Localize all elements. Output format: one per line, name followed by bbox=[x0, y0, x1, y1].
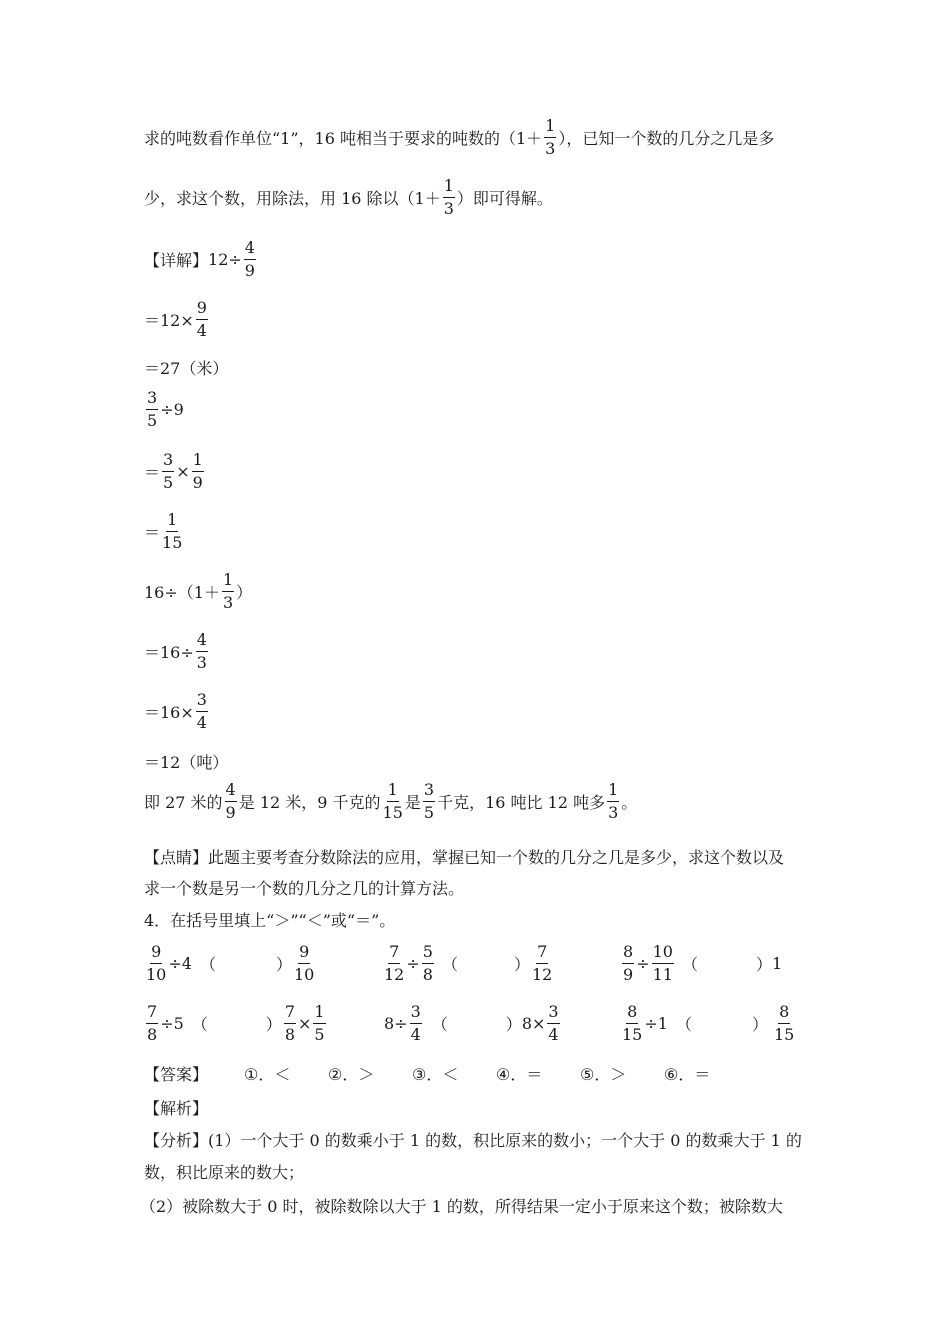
detail-line-1: 【详解】 12÷ $\frac{4}{9}$ bbox=[144, 238, 255, 280]
answer-2: ②．＞ bbox=[328, 1065, 375, 1084]
question-4-title: 4．在括号里填上“＞”“＜”或“＝”。 bbox=[144, 911, 396, 930]
fraction: $\frac{1}{3}$ bbox=[545, 116, 556, 158]
analysis-line-1: 【分析】(1）一个大于 0 的数乘小于 1 的数，积比原来的数小；一个大于 0 的数乘大于 1 的 bbox=[144, 1131, 802, 1150]
comment-line-1: 【点睛】此题主要考查分数除法的应用，掌握已知一个数的几分之几是多少，求这个数以及 bbox=[144, 848, 785, 867]
analysis-label: 【解析】 bbox=[144, 1099, 209, 1118]
answer-6: ⑥．＝ bbox=[664, 1065, 711, 1084]
fraction: $\frac{3}{4}$ bbox=[548, 1002, 559, 1044]
fraction: $\frac{1}{9}$ bbox=[192, 450, 203, 492]
detail-line-7: 16÷（1＋ $\frac{1}{3}$ ） bbox=[144, 570, 253, 612]
fraction: $\frac{3}{4}$ bbox=[196, 690, 207, 732]
detail-label: 【详解】 bbox=[144, 251, 209, 270]
fraction: $\frac{3}{4}$ bbox=[410, 1002, 421, 1044]
detail-line-4: $\frac{3}{5}$ ÷9 bbox=[147, 388, 184, 430]
fraction: $\frac{1}{15}$ bbox=[162, 510, 183, 552]
fraction: $\frac{1}{15}$ bbox=[382, 780, 403, 822]
fraction: $\frac{9}{4}$ bbox=[196, 298, 207, 340]
fraction: $\frac{8}{15}$ bbox=[773, 1002, 795, 1044]
answer-open-paren[interactable]: （ bbox=[191, 1015, 208, 1034]
fraction: $\frac{1}{3}$ bbox=[443, 176, 454, 218]
fraction: $\frac{7}{8}$ bbox=[147, 1002, 158, 1044]
answer-3: ③．＜ bbox=[412, 1065, 459, 1084]
answer-label: 【答案】 bbox=[144, 1065, 209, 1084]
detail-line-5: ＝ $\frac{3}{5}$ × $\frac{1}{9}$ bbox=[144, 450, 203, 492]
answer-close-paren[interactable]: ） bbox=[751, 1015, 768, 1034]
answer-5: ⑤．＞ bbox=[580, 1065, 627, 1084]
fraction: $\frac{7}{8}$ bbox=[284, 1002, 295, 1044]
detail-line-9: ＝16× $\frac{3}{4}$ bbox=[144, 690, 207, 732]
detail-summary: 即 27 米的 $\frac{4}{9}$ 是 12 米，9 千克的 $\frac{1}{15}$ 是 $\frac{3}{5}$ 千克，16 吨比 12 吨多 $\frac{1}{3}$ 。 bbox=[144, 780, 638, 822]
detail-line-3: ＝27（米） bbox=[144, 359, 229, 378]
fraction: $\frac{1}{5}$ bbox=[314, 1002, 325, 1044]
fraction: $\frac{5}{8}$ bbox=[422, 942, 433, 984]
fraction: $\frac{4}{3}$ bbox=[196, 630, 207, 672]
fraction: $\frac{9}{10}$ bbox=[293, 942, 315, 984]
compare-item-3: $\frac{8}{9}$ ÷ $\frac{10}{11}$ （ ） 1 bbox=[623, 942, 783, 984]
analysis-line-3: （2）被除数大于 0 时，被除数除以大于 1 的数，所得结果一定小于原来这个数；被除数大 bbox=[140, 1197, 783, 1216]
answer-close-paren[interactable]: ） bbox=[275, 955, 292, 974]
compare-item-6: $\frac{8}{15}$ ÷1 （ ） $\frac{8}{15}$ bbox=[622, 1002, 795, 1044]
fraction: $\frac{4}{9}$ bbox=[225, 780, 236, 822]
compare-item-4: $\frac{7}{8}$ ÷5 （ ） $\frac{7}{8}$ × $\frac{1}{5}$ bbox=[147, 1002, 325, 1044]
fraction: $\frac{1}{3}$ bbox=[608, 780, 619, 822]
fraction: $\frac{8}{15}$ bbox=[622, 1002, 643, 1044]
fraction: $\frac{10}{11}$ bbox=[652, 942, 673, 984]
fraction: $\frac{7}{12}$ bbox=[531, 942, 553, 984]
answer-close-paren[interactable]: ） bbox=[505, 1015, 522, 1034]
answer-open-paren[interactable]: （ bbox=[675, 1015, 692, 1034]
answer-open-paren[interactable]: （ bbox=[199, 955, 216, 974]
answer-4: ④．＝ bbox=[496, 1065, 543, 1084]
answer-1: ①．＜ bbox=[244, 1065, 291, 1084]
detail-line-6: ＝ $\frac{1}{15}$ bbox=[144, 510, 183, 552]
explanation-line-2: 少，求这个数，用除法，用 16 除以（1＋ $\frac{1}{3}$ ）即可得解。 bbox=[144, 176, 553, 218]
compare-item-5: 8÷ $\frac{3}{4}$ （ ） 8× $\frac{3}{4}$ bbox=[384, 1002, 559, 1044]
detail-line-10: ＝12（吨） bbox=[144, 753, 229, 772]
answer-open-paren[interactable]: （ bbox=[441, 955, 458, 974]
answer-close-paren[interactable]: ） bbox=[265, 1015, 282, 1034]
compare-item-1: $\frac{9}{10}$ ÷4 （ ） $\frac{9}{10}$ bbox=[146, 942, 315, 984]
compare-item-2: $\frac{7}{12}$ ÷ $\frac{5}{8}$ （ ） $\frac{7}{12}$ bbox=[384, 942, 553, 984]
comment-line-2: 求一个数是另一个数的几分之几的计算方法。 bbox=[144, 879, 465, 898]
answer-close-paren[interactable]: ） bbox=[513, 955, 530, 974]
fraction: $\frac{7}{12}$ bbox=[384, 942, 405, 984]
fraction: $\frac{4}{9}$ bbox=[244, 238, 255, 280]
fraction: $\frac{3}{5}$ bbox=[147, 388, 158, 430]
detail-line-8: ＝16÷ $\frac{4}{3}$ bbox=[144, 630, 207, 672]
fraction: $\frac{3}{5}$ bbox=[423, 780, 435, 822]
answer-open-paren[interactable]: （ bbox=[431, 1015, 448, 1034]
fraction: $\frac{3}{5}$ bbox=[163, 450, 174, 492]
fraction: $\frac{8}{9}$ bbox=[623, 942, 634, 984]
fraction: $\frac{1}{3}$ bbox=[222, 570, 234, 612]
answer-line bbox=[144, 1062, 748, 1085]
answer-open-paren[interactable]: （ bbox=[681, 955, 698, 974]
fraction: $\frac{9}{10}$ bbox=[146, 942, 167, 984]
analysis-line-2: 数，积比原来的数大； bbox=[144, 1163, 305, 1182]
explanation-line-1: 求的吨数看作单位“1”，16 吨相当于要求的吨数的（1＋ $\frac{1}{3}$ ），已知一个数的几分之几是多 bbox=[144, 116, 775, 158]
detail-line-2: ＝12× $\frac{9}{4}$ bbox=[144, 298, 207, 340]
answer-close-paren[interactable]: ） bbox=[755, 955, 772, 974]
